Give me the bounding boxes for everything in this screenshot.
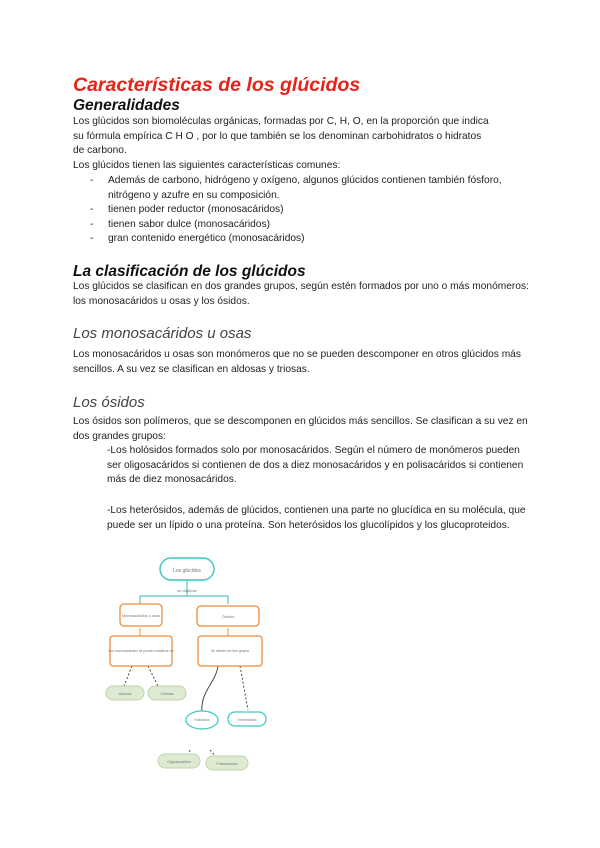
diagram-connectors-orange — [140, 628, 228, 636]
generalidades-intro — [73, 115, 535, 159]
holosidos-label: Holósidos — [194, 718, 210, 722]
holosidos-arrow — [202, 666, 218, 712]
list-item: - tienen poder reductor (monosacáridos) — [90, 203, 535, 218]
heading-generalidades: Generalidades — [73, 97, 180, 114]
heterosidos-label: Heterósidos — [237, 718, 257, 722]
intro-line-2: su fórmula empírica C H O , por lo que también se los denominan carbohidratos o hidratos — [73, 130, 482, 142]
clasificacion-text: Los glúcidos se clasifican en dos grandes grupos, según estén formados por uno o más monómeros: los monosacáridos u osas y los ósidos. — [73, 281, 529, 307]
connector-label: se clasifican — [177, 589, 197, 593]
heading-monosacaridos: Los monosacáridos u osas — [73, 325, 252, 342]
list-item: - tienen sabor dulce (monosacáridos) — [90, 218, 535, 233]
diagram-arrows — [124, 666, 248, 761]
polisacaridos-label: Polisacáridos — [216, 762, 238, 766]
monosacaridos-desc: Los monosacáridos se pueden clasificar en — [108, 649, 174, 653]
list-item: - Además de carbono, hidrógeno y oxígeno, algunos glúcidos contienen también fósforo, nitrógeno y azufre en su composición. — [90, 174, 535, 203]
features-list — [90, 174, 535, 247]
osidos-text: Los ósidos son polímeros, que se descomponen en glúcidos más sencillos. Se clasifican a su vez en dos grandes grupos: — [73, 416, 528, 442]
concept-map-diagram — [100, 552, 290, 774]
osidos-box-label: Ósidos — [221, 614, 235, 619]
osidos-desc: Se dividen en dos grupos — [210, 649, 250, 653]
heading-clasificacion: La clasificación de los glúcidos — [73, 263, 306, 280]
monosacaridos-box-label: Monosacáridos u osas — [122, 614, 160, 618]
oligosacaridos-label: Oligosacáridos — [167, 760, 191, 764]
list-item: - gran contenido energético (monosacáridos) — [90, 232, 535, 247]
page-title: Características de los glúcidos — [73, 74, 361, 96]
intro-line-1: Los glúcidos son biomoléculas orgánicas, formadas por C, H, O, en la proporción que indica — [73, 116, 489, 127]
features-intro: Los glúcidos tienen las siguientes características comunes: — [73, 160, 341, 171]
root-label: Los glúcidos — [173, 568, 201, 574]
cetosas-label: Cetosas — [160, 692, 174, 696]
intro-line-3: de carbono. — [73, 145, 127, 156]
monosacaridos-text: Los monosacáridos u osas son monómeros que no se pueden descomponer en otros glúcidos más sencillos. A su vez se clasifican en aldosas y triosas. — [73, 349, 521, 375]
holosidos-text: -Los holósidos formados solo por monosacáridos. Según el número de monómeros pueden ser oligosacáridos si contienen de dos a diez monosacáridos y en polisacáridos si contienen más de diez monosacáridos. — [107, 445, 524, 485]
heterosidos-text: -Los heterósidos, además de glúcidos, contienen una parte no glucídica en su molécula, que puede ser un lípido o una proteína. Son heterósidos los glucolípidos y los glucoproteidos. — [107, 505, 526, 531]
heading-osidos: Los ósidos — [73, 394, 145, 411]
aldosas-label: Aldosas — [118, 692, 132, 696]
